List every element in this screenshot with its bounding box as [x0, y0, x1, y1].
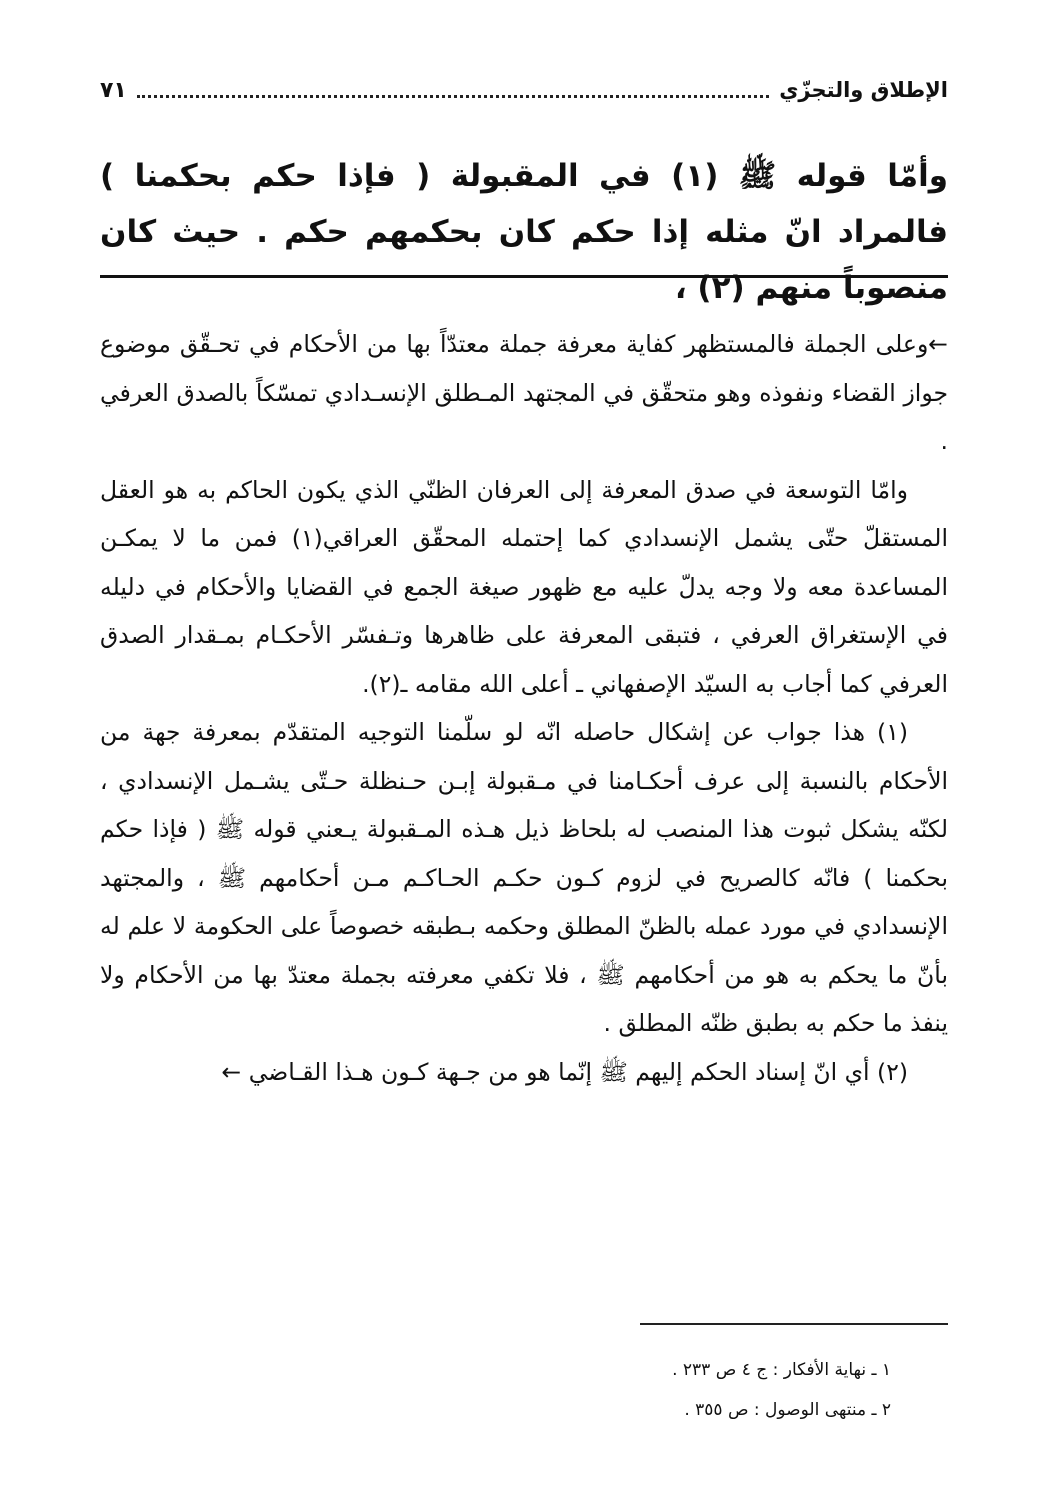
main-separator-rule: [100, 275, 948, 278]
footnote-1: ١ ـ نهاية الأفكار : ج ٤ ص ٢٣٣ .: [672, 1360, 891, 1380]
main-text: [100, 148, 948, 316]
main-paragraph: وأمّا قوله ﷺ (١) في المقبولة ( فإذا حكم بحكمنا ) فالمراد انّ مثله إذا حكم كان بحكمهم حكم . حيث كان منصوباً منهم (٢) ،: [100, 158, 948, 306]
commentary-note-1: (١) هذا جواب عن إشكال حاصله انّه لو سلّمنا التوجيه المتقدّم بمعرفة جهة من الأحكام بالنسبة إلى عرف أحكـامنا في مـقبولة إبـن حـنظلة حـتّى يشـمل الإنسدادي ، لكنّه يشكل ثبوت هذا المنصب له بلحاظ ذيل هـذه المـقبولة يـعني قوله ﷺ ( فإذا حكم بحكمنا ) فانّه كالصريح في لزوم كـون حكـم الحـاكـم مـن أحكامهم ﷺ ، والمجتهد الإنسدادي في مورد عمله بالظنّ المطلق وحكمه بـطبقه خصوصاً على الحكومة لا علم له بأنّ ما يحكم به هو من أحكامهم ﷺ ، فلا تكفي معرفته بجملة معتدّ بها من الأحكام ولا ينفذ ما حكم به بطبق ظنّه المطلق .: [100, 718, 948, 1037]
footnote-2: ٢ ـ منتهى الوصول : ص ٣٥٥ .: [684, 1400, 891, 1420]
footnote-separator-rule: [640, 1323, 948, 1325]
running-header: [100, 72, 948, 108]
footnotes: [411, 1350, 891, 1430]
commentary-section: [100, 320, 948, 1096]
page-number: ٧١: [100, 77, 127, 103]
running-title: الإطلاق والتجزّي: [779, 78, 948, 102]
dot-leader: [137, 95, 769, 98]
commentary-paragraph-2: وامّا التوسعة في صدق المعرفة إلى العرفان الظنّي الذي يكون الحاكم به هو العقل المستقلّ حتّى يشمل الإنسدادي كما إحتمله المحقّق العراقي(١) فمن ما لا يمكـن المساعدة معه ولا وجه يدلّ عليه مع ظهور صيغة الجمع في القضايا والأحكام في دليله في الإستغراق العرفي ، فتبقى المعرفة على ظاهرها وتـفسّر الأحكـام بمـقدار الصدق العرفي كما أجاب به السيّد الإصفهاني ـ أعلى الله مقامه ـ(٢).: [100, 475, 948, 698]
commentary-note-2: (٢) أي انّ إسناد الحكم إليهم ﷺ إنّما هو من جـهة كـون هـذا القـاضي ←: [221, 1057, 908, 1086]
commentary-paragraph-1: ←وعلى الجملة فالمستظهر كفاية معرفة جملة معتدّاً بها من الأحكام في تحـقّق موضوع جواز القضاء ونفوذه وهو متحقّق في المجتهد المـطلق الإنسـدادي تمسّكاً بالصدق العرفي .: [100, 330, 948, 455]
